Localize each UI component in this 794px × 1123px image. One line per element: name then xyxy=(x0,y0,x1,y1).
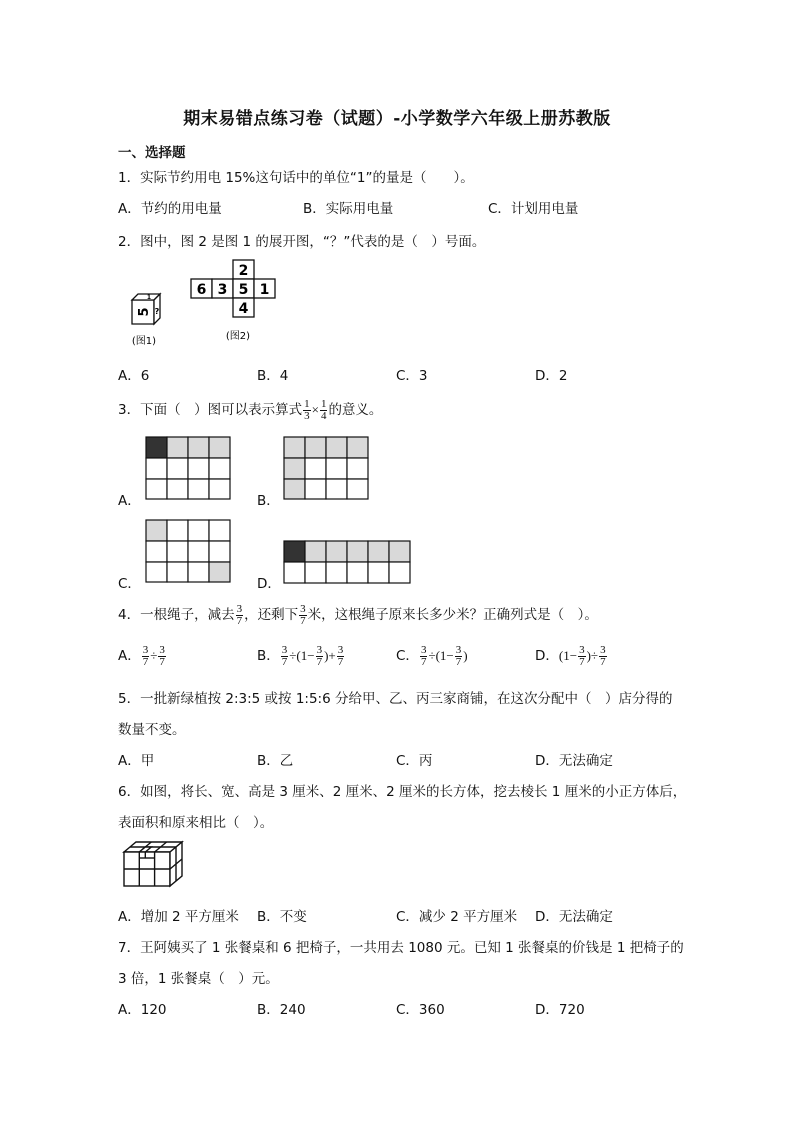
question-2-option-c[interactable]: C．3 xyxy=(396,368,428,384)
denominator: 7 xyxy=(579,655,585,668)
net-row-label-4: 1 xyxy=(259,282,270,298)
divide-sign: ÷ xyxy=(289,648,297,663)
open-paren: (1− xyxy=(296,648,315,663)
question-1-option-b[interactable]: B．实际用电量 xyxy=(303,201,394,217)
cube-front-label: 5 xyxy=(137,307,152,317)
cube-top-label: 1 xyxy=(146,294,152,301)
question-7-option-b[interactable]: B．240 xyxy=(257,1002,306,1018)
question-3-option-d[interactable]: D． xyxy=(257,576,281,592)
divide-sign: ÷ xyxy=(590,648,599,663)
denominator: 7 xyxy=(236,614,243,627)
option-label: B． xyxy=(257,648,280,664)
net-row-label-1: 6 xyxy=(196,282,207,298)
question-3-stem-suffix: 的意义。 xyxy=(328,402,383,418)
question-4-text-1: 4．一根绳子，减去 xyxy=(118,607,235,623)
question-1-option-a[interactable]: A．节约的用电量 xyxy=(118,201,222,217)
cube-side-label: ? xyxy=(154,307,160,316)
question-4-option-a[interactable] xyxy=(118,644,167,668)
option-label: A． xyxy=(118,648,141,664)
denominator: 7 xyxy=(316,655,323,668)
option-label: D． xyxy=(535,648,559,664)
denominator: 7 xyxy=(455,655,462,668)
question-2-stem: 2．图中，图 2 是图 1 的展开图，“？”代表的是（ ）号面。 xyxy=(118,234,486,250)
question-3-option-b[interactable]: B． xyxy=(257,493,280,509)
numerator: 1 xyxy=(304,397,310,410)
close-paren: ) xyxy=(586,648,591,663)
net-top-label: 2 xyxy=(238,263,249,279)
numerator: 3 xyxy=(316,643,323,656)
figure-1-caption: (图1) xyxy=(131,336,157,347)
numerator: 1 xyxy=(320,397,327,410)
open-paren: (1− xyxy=(558,648,578,663)
figure-2-caption: (图2) xyxy=(225,331,251,342)
denominator: 4 xyxy=(320,409,327,422)
question-5-option-a[interactable]: A．甲 xyxy=(118,753,155,769)
close-paren: ) xyxy=(463,648,468,663)
question-7-option-a[interactable]: A．120 xyxy=(118,1002,167,1018)
times-sign: × xyxy=(311,402,319,417)
denominator: 3 xyxy=(304,409,310,422)
net-bottom-label: 4 xyxy=(238,301,249,317)
question-7-option-c[interactable]: C．360 xyxy=(396,1002,445,1018)
numerator: 3 xyxy=(236,602,243,615)
question-6-option-d[interactable]: D．无法确定 xyxy=(535,909,613,925)
close-paren: ) xyxy=(324,648,329,663)
section-heading: 一、选择题 xyxy=(118,145,186,161)
numerator: 3 xyxy=(159,643,165,656)
question-7-stem-line-2: 3 倍，1 张餐桌（ ）元。 xyxy=(118,971,279,987)
question-5-option-d[interactable]: D．无法确定 xyxy=(535,753,613,769)
question-3-stem-prefix: 3．下面（ ）图可以表示算式 xyxy=(118,402,303,418)
question-1-stem: 1．实际节约用电 15%这句话中的单位“1”的量是（ ）。 xyxy=(118,170,474,186)
question-6-option-b[interactable]: B．不变 xyxy=(257,909,307,925)
question-7-stem-line-1: 7．王阿姨买了 1 张餐桌和 6 把椅子，一共用去 1080 元。已知 1 张餐桌的价钱是 1 把椅子的 xyxy=(118,940,684,956)
divide-sign: ÷ xyxy=(150,648,158,663)
question-2-option-b[interactable]: B．4 xyxy=(257,368,289,384)
cube-net-figure-2 xyxy=(188,257,284,343)
question-2-option-d[interactable]: D．2 xyxy=(535,368,568,384)
numerator: 3 xyxy=(300,602,306,615)
question-5-option-b[interactable]: B．乙 xyxy=(257,753,294,769)
page-title: 期末易错点练习卷（试题）-小学数学六年级上册苏教版 xyxy=(183,109,611,129)
denominator: 7 xyxy=(159,655,165,668)
divide-sign: ÷ xyxy=(428,648,436,663)
denominator: 7 xyxy=(300,614,306,627)
numerator: 3 xyxy=(281,643,288,656)
fraction-three-sevenths xyxy=(236,604,244,627)
question-4-option-b[interactable] xyxy=(257,644,345,668)
denominator: 7 xyxy=(337,655,344,668)
grid-option-a xyxy=(145,436,231,500)
cuboid-figure xyxy=(120,838,186,890)
numerator: 3 xyxy=(600,643,606,656)
question-6-stem-line-1: 6．如图，将长、宽、高是 3 厘米、2 厘米、2 厘米的长方体，挖去棱长 1 厘米的小正方体后， xyxy=(118,784,687,800)
numerator: 3 xyxy=(455,643,462,656)
question-3-option-a[interactable]: A． xyxy=(118,493,141,509)
question-5-stem-line-1: 5．一批新绿植按 2:3:5 或按 1:5:6 分给甲、乙、丙三家商铺，在这次分配中（ ）店分得的 xyxy=(118,691,673,707)
plus-sign: + xyxy=(328,648,336,663)
numerator: 3 xyxy=(579,643,585,656)
numerator: 3 xyxy=(337,643,344,656)
question-4-stem xyxy=(118,603,598,627)
fraction-one-fourth xyxy=(320,399,328,422)
net-row-label-2: 3 xyxy=(217,282,228,298)
grid-option-d xyxy=(283,540,411,584)
question-7-option-d[interactable]: D．720 xyxy=(535,1002,585,1018)
denominator: 7 xyxy=(600,655,606,668)
grid-option-c xyxy=(145,519,231,583)
grid-option-b xyxy=(283,436,369,500)
question-4-text-3: 米，这根绳子原来长多少米？正确列式是（ ）。 xyxy=(307,607,598,623)
question-2-option-a[interactable]: A．6 xyxy=(118,368,150,384)
question-3-option-c[interactable]: C． xyxy=(118,576,141,592)
question-1-option-c[interactable]: C．计划用电量 xyxy=(488,201,579,217)
open-paren: (1− xyxy=(435,648,454,663)
question-6-option-a[interactable]: A．增加 2 平方厘米 xyxy=(118,909,239,925)
cube-figure-1 xyxy=(124,288,172,348)
question-4-text-2: ，还剩下 xyxy=(244,607,299,623)
numerator: 3 xyxy=(420,643,427,656)
numerator: 3 xyxy=(142,643,149,656)
option-label: C． xyxy=(396,648,419,664)
question-3-stem xyxy=(118,398,382,422)
fraction-three-sevenths xyxy=(299,604,307,627)
denominator: 7 xyxy=(420,655,427,668)
question-6-stem-line-2: 表面积和原来相比（ ）。 xyxy=(118,815,274,831)
question-4-option-d[interactable] xyxy=(535,644,608,668)
net-row-label-3: 5 xyxy=(238,282,249,298)
denominator: 7 xyxy=(142,655,149,668)
question-6-option-c[interactable]: C．减少 2 平方厘米 xyxy=(396,909,518,925)
denominator: 7 xyxy=(281,655,288,668)
question-5-option-c[interactable]: C．丙 xyxy=(396,753,433,769)
question-4-option-c[interactable] xyxy=(396,644,468,668)
question-5-stem-line-2: 数量不变。 xyxy=(118,722,186,738)
fraction-one-third xyxy=(303,399,311,422)
